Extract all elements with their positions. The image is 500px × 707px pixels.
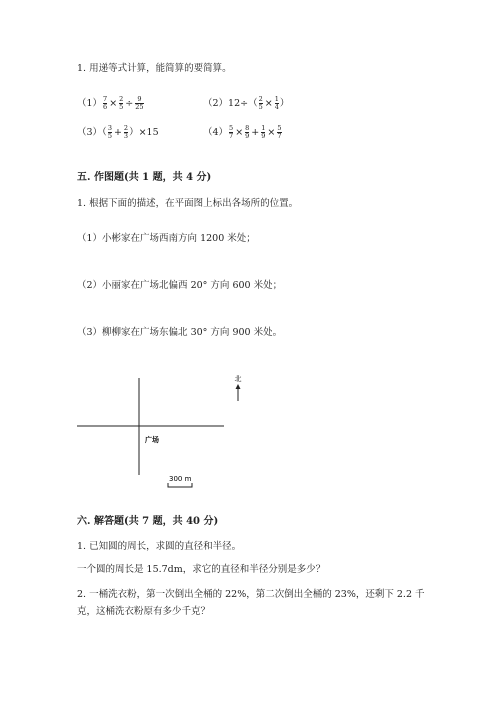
denominator: 5 bbox=[107, 132, 112, 140]
north-label: 北 bbox=[234, 375, 242, 383]
numerator: 7 bbox=[103, 95, 108, 103]
numerator: 2 bbox=[258, 95, 263, 103]
center-label: 广场 bbox=[145, 436, 159, 444]
numerator: 5 bbox=[277, 124, 282, 132]
denominator: 9 bbox=[245, 132, 250, 140]
paren-open: （ bbox=[102, 127, 107, 138]
calc-instruction: 1. 用递等式计算，能简算的要简算。 bbox=[77, 63, 232, 74]
paren-close: ） bbox=[129, 127, 139, 138]
section6-title: 六. 解答题(共 7 题，共 40 分) bbox=[77, 516, 219, 527]
operator: + bbox=[113, 127, 122, 138]
section6-q1-line1: 1. 已知圆的周长，求圆的直径和半径。 bbox=[77, 541, 242, 552]
numerator: 2 bbox=[123, 124, 129, 132]
denominator: 4 bbox=[274, 103, 279, 111]
expr-prefix: 12÷ bbox=[228, 98, 249, 109]
section5-item-1: （1）小彬家在广场西南方向 1200 米处； bbox=[77, 233, 256, 244]
section5-item-2: （2）小丽家在广场北偏西 20° 方向 600 米处； bbox=[77, 280, 283, 291]
item-label: （2） bbox=[203, 98, 229, 109]
scale-label: 300 m bbox=[169, 475, 192, 483]
numerator: 1 bbox=[274, 95, 279, 103]
section6-q1-line2: 一个圆的周长是 15.7dm，求它的直径和半径分别是多少？ bbox=[77, 564, 326, 575]
denominator: 7 bbox=[277, 132, 282, 140]
operator: × bbox=[264, 98, 273, 109]
expr-suffix: ×15 bbox=[138, 127, 159, 138]
section5-title: 五. 作图题(共 1 题，共 4 分) bbox=[77, 172, 212, 183]
operator: + bbox=[251, 127, 260, 138]
item-label: （4） bbox=[203, 127, 229, 138]
denominator: 3 bbox=[123, 132, 129, 140]
numerator: 3 bbox=[107, 124, 112, 132]
numerator: 9 bbox=[137, 95, 142, 103]
operator: × bbox=[109, 98, 118, 109]
section6-q2-line2: 克，这桶洗衣粉原有多少千克？ bbox=[77, 606, 211, 617]
denominator: 5 bbox=[258, 103, 263, 111]
section6-q2-line1: 2. 一桶洗衣粉，第一次倒出全桶的 22%，第二次倒出全桶的 23%，还剩下 2.2 千 bbox=[77, 589, 425, 600]
operator: × bbox=[235, 127, 244, 138]
item-label: （1） bbox=[77, 98, 103, 109]
denominator: 7 bbox=[229, 132, 234, 140]
paren-close: ） bbox=[279, 98, 290, 109]
paren-open: （ bbox=[248, 98, 258, 109]
denominator: 9 bbox=[261, 132, 266, 140]
scale-bar bbox=[168, 483, 192, 487]
section5-item-3: （3）柳柳家在广场东偏北 30° 方向 900 米处。 bbox=[77, 327, 283, 338]
numerator: 1 bbox=[261, 124, 266, 132]
numerator: 8 bbox=[245, 124, 250, 132]
operator: ÷ bbox=[125, 98, 134, 109]
item-label: （3） bbox=[77, 127, 103, 138]
numerator: 2 bbox=[119, 95, 124, 103]
numerator: 5 bbox=[229, 124, 234, 132]
operator: × bbox=[267, 127, 276, 138]
denominator: 6 bbox=[103, 103, 108, 111]
north-arrow-icon bbox=[236, 384, 241, 389]
denominator: 25 bbox=[135, 103, 144, 111]
denominator: 5 bbox=[119, 103, 124, 111]
section5-question: 1. 根据下面的描述，在平面图上标出各场所的位置。 bbox=[77, 198, 299, 209]
